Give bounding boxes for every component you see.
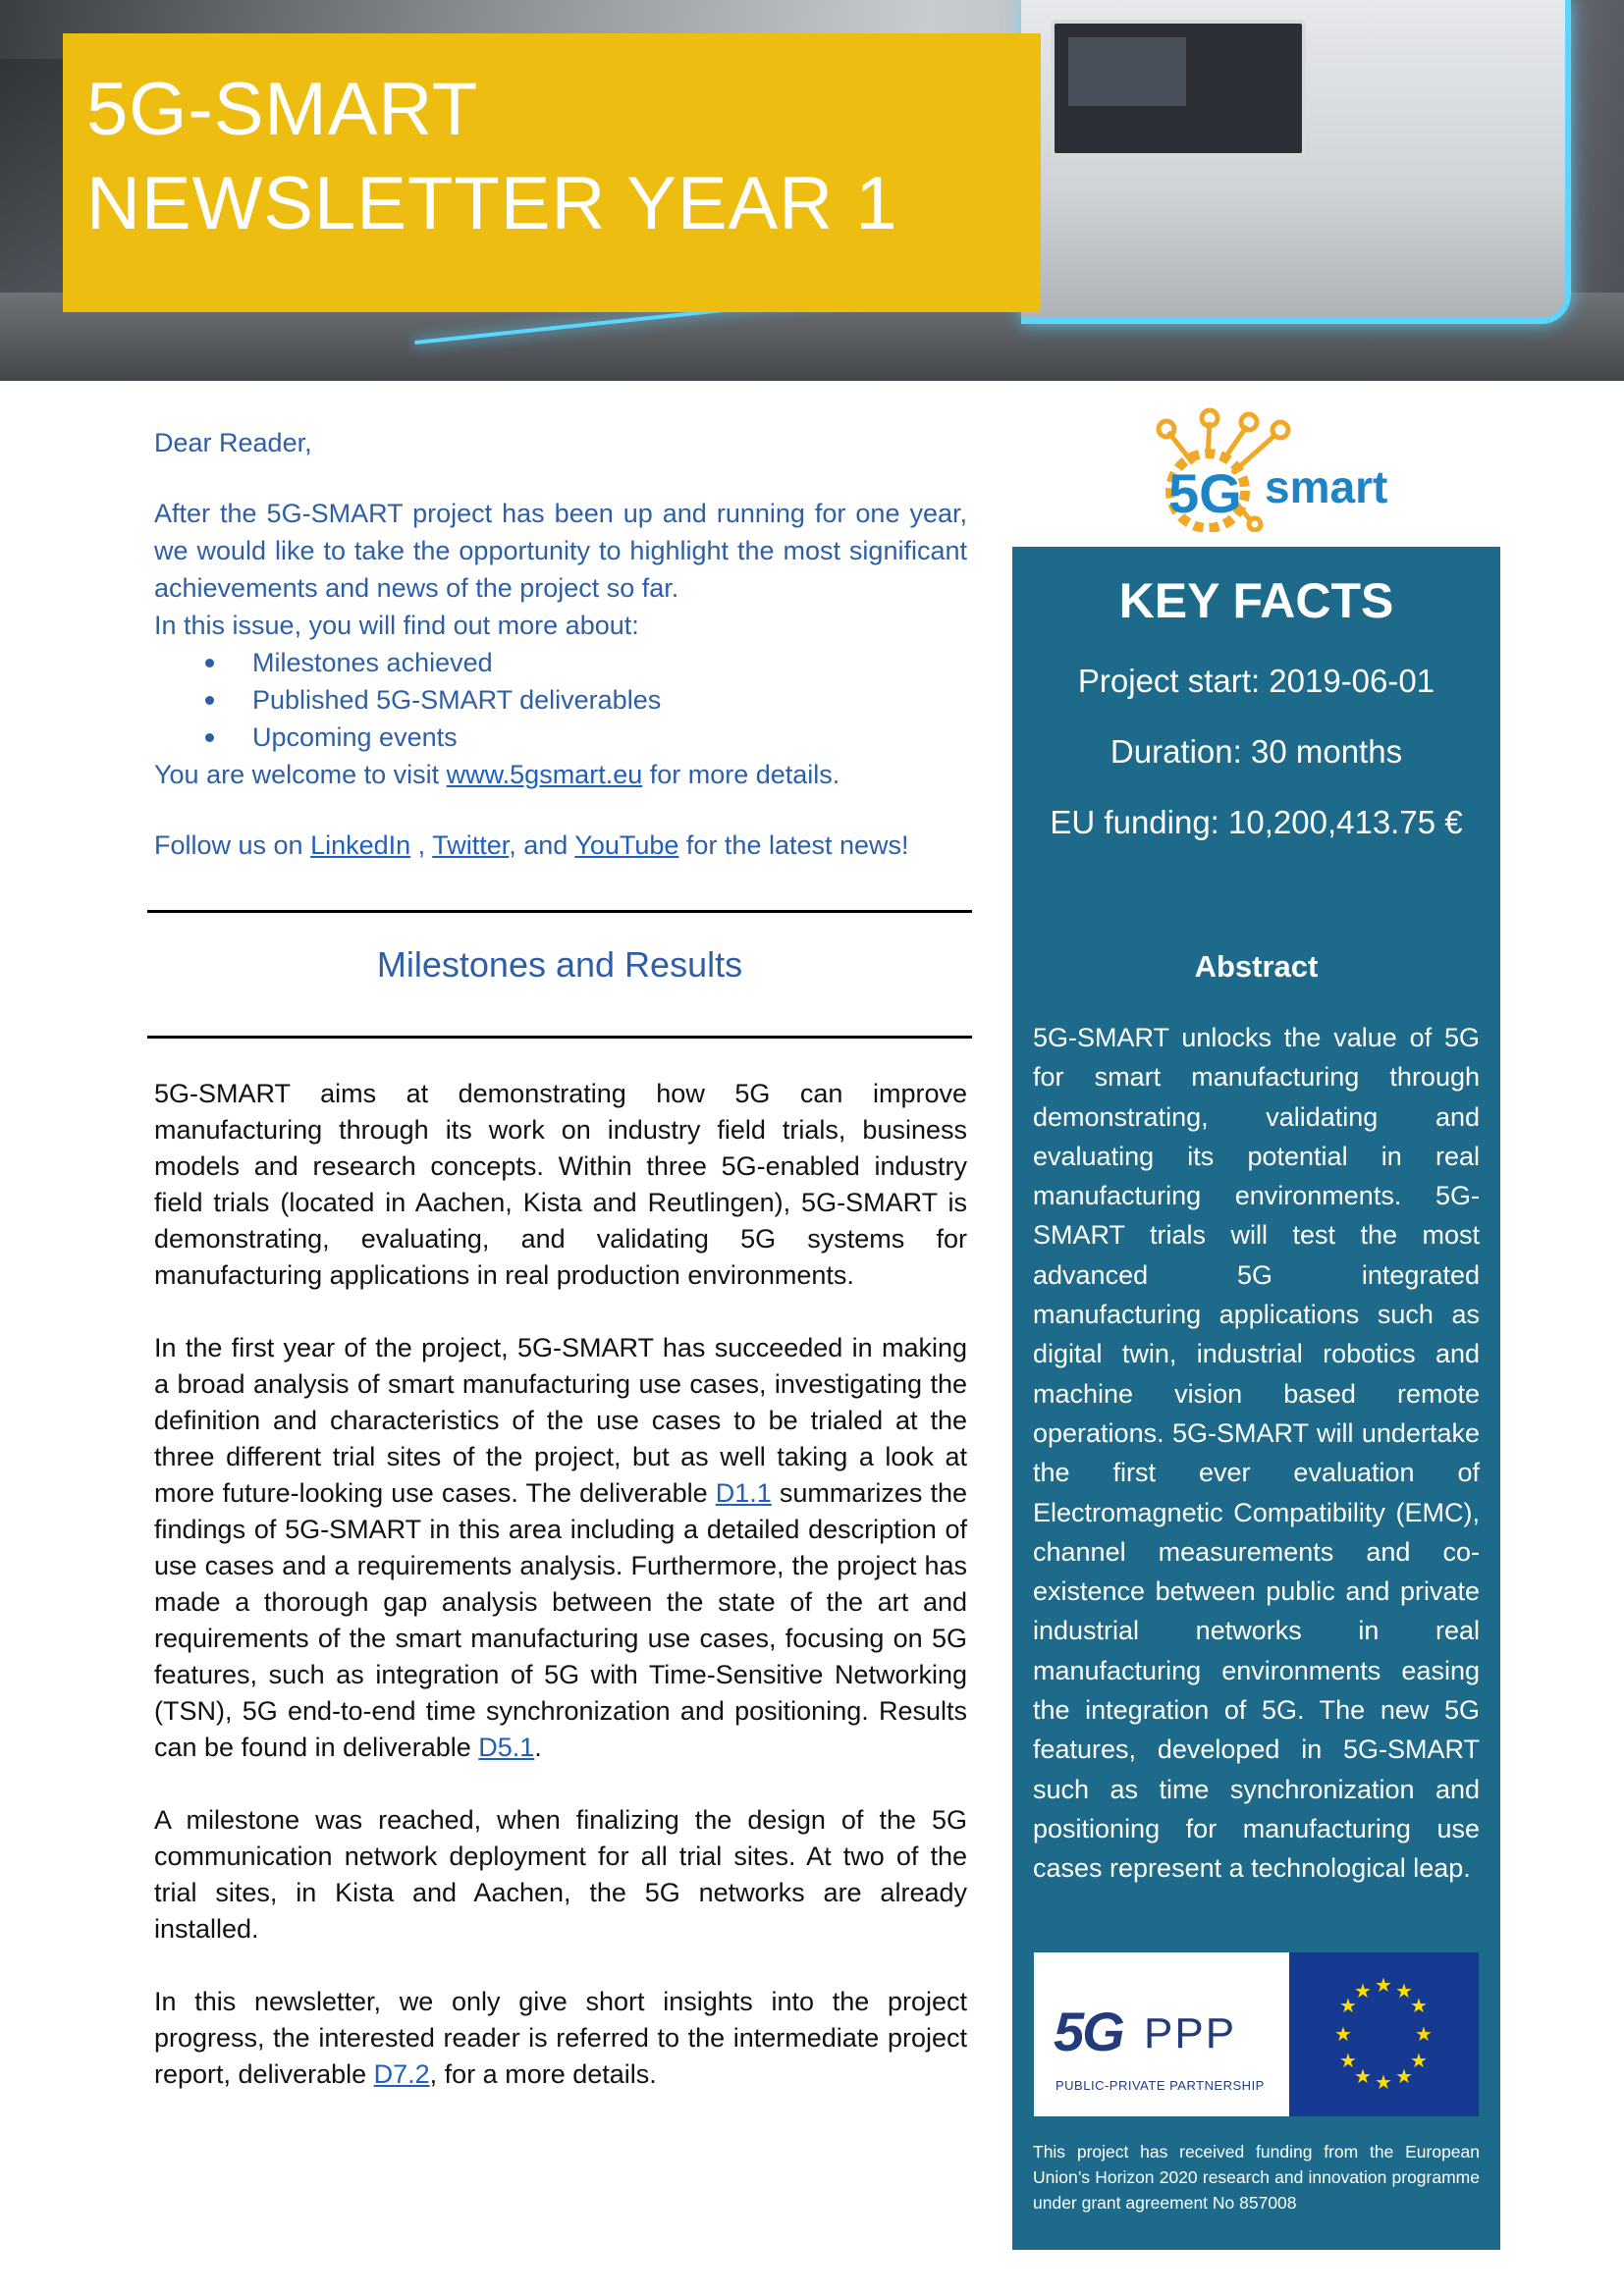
svg-text:★: ★	[1395, 1979, 1413, 2002]
svg-text:★: ★	[1375, 1973, 1392, 1997]
follow-separator-2: , and	[509, 830, 575, 860]
deliverable-d5-1-link[interactable]: D5.1	[478, 1733, 535, 1762]
title-line-2: NEWSLETTER YEAR 1	[86, 162, 898, 245]
svg-text:★: ★	[1339, 2049, 1357, 2072]
logo-text-5g: 5G	[1168, 462, 1242, 524]
visit-prefix: You are welcome to visit	[154, 760, 447, 789]
abstract-title: Abstract	[1194, 949, 1319, 984]
header-banner	[0, 0, 1624, 381]
svg-text:★: ★	[1339, 1994, 1357, 2017]
svg-text:★: ★	[1410, 2049, 1428, 2072]
eu-flag-icon	[1289, 1952, 1479, 2116]
eu-stars-icon	[1289, 1952, 1479, 2116]
milestones-paragraph-2	[154, 1330, 967, 1766]
follow-prefix: Follow us on	[154, 830, 311, 860]
title-line-1: 5G-SMART	[86, 68, 479, 151]
ppp-subtitle: PUBLIC-PRIVATE PARTNERSHIP	[1056, 2078, 1265, 2093]
section-title: Milestones and Results	[376, 944, 743, 985]
eu-funding: EU funding: 10,200,413.75 €	[1050, 804, 1463, 840]
milestones-paragraph-3: A milestone was reached, when finalizing the design of the 5G communication network deployment for all trial sites. At two of the trial sites, in Kista and Aachen, the 5G networks are already installed.	[154, 1805, 967, 1944]
gear-network-icon	[1139, 404, 1394, 532]
abstract-text: 5G-SMART unlocks the value of 5G for smart manufacturing through demonstrating, validating and evaluating its potential in real manufacturing environments. 5G-SMART trials will test the most advanced 5G integrated manufacturing applications such as digital twin, industrial robotics and machine vision based remote operations. 5G-SMART will undertake the first ever evaluation of Electromagnetic Compatibility (EMC), channel measurements and co-existence between public and private industrial networks in real manufacturing environments easing the integration of 5G. The new 5G features, developed in 5G-SMART such as time synchronization and positioning for manufacturing use cases represent a technological leap.	[1033, 1023, 1480, 1884]
5g-smart-logo	[1139, 404, 1394, 532]
p2-text-a: In the first year of the project, 5G-SMART has succeeded in making a broad analysis of smart manufacturing use cases, investigating the definition and characteristics of the use cases to be trialed at the three different trial sites of the project, but as well taking a look at more future-looking use cases. The deliverable	[154, 1333, 967, 1508]
svg-text:★: ★	[1354, 1979, 1372, 2002]
key-facts-panel	[1012, 547, 1500, 2250]
key-facts-title: KEY FACTS	[1118, 573, 1394, 628]
milestones-body	[154, 1076, 967, 2129]
intro-section	[154, 424, 967, 864]
youtube-link[interactable]: YouTube	[574, 830, 679, 860]
project-duration: Duration: 30 months	[1110, 733, 1403, 770]
follow-line	[154, 827, 967, 864]
funding-note: This project has received funding from the European Union’s Horizon 2020 research and innovation programme under grant agreement No 857008	[1033, 2142, 1480, 2213]
svg-text:★: ★	[1415, 2022, 1433, 2046]
list-item: Published 5G-SMART deliverables	[205, 681, 967, 719]
svg-text:★: ★	[1334, 2022, 1352, 2046]
follow-suffix: for the latest news!	[678, 830, 909, 860]
list-intro: In this issue, you will find out more about:	[154, 611, 639, 640]
banner-photo-control-panel	[1051, 20, 1306, 157]
deliverable-d1-1-link[interactable]: D1.1	[715, 1478, 772, 1508]
linkedin-link[interactable]: LinkedIn	[310, 830, 411, 860]
deliverable-d7-2-link[interactable]: D7.2	[373, 2059, 430, 2089]
milestones-paragraph-4	[154, 1984, 967, 2093]
5g-ppp-eu-logos	[1034, 1952, 1479, 2116]
visit-line	[154, 756, 967, 793]
svg-text:★: ★	[1410, 1994, 1428, 2017]
section-divider-top	[147, 910, 972, 913]
svg-text:★: ★	[1375, 2070, 1392, 2094]
greeting: Dear Reader,	[154, 428, 312, 457]
5g-ppp-logo	[1034, 1952, 1289, 2116]
visit-suffix: for more details.	[642, 760, 840, 789]
ppp-5g-text: 5G	[1054, 2001, 1123, 2062]
follow-separator-1: ,	[410, 830, 433, 860]
svg-text:★: ★	[1395, 2064, 1413, 2088]
list-item: Upcoming events	[205, 719, 967, 756]
ppp-text: PPP	[1144, 2009, 1237, 2057]
p4-text-b: , for a more details.	[429, 2059, 657, 2089]
logo-text-smart: smart	[1265, 461, 1388, 512]
p2-text-b: summarizes the findings of 5G-SMART in this area including a detailed description of use cases and a requirements analysis. Furthermore, the project has made a thorough gap analysis between the state of the art and requirements of the smart manufacturing use cases, focusing on 5G features, such as integration of 5G with Time-Sensitive Networking (TSN), 5G end-to-end time synchronization and positioning. Results can be found in deliverable	[154, 1478, 967, 1762]
twitter-link[interactable]: Twitter	[432, 830, 510, 860]
title-box	[63, 33, 1041, 312]
milestones-paragraph-1: 5G-SMART aims at demonstrating how 5G can improve manufacturing through its work on industry field trials, business models and research concepts. Within three 5G-enabled industry field trials (located in Aachen, Kista and Reutlingen), 5G-SMART is demonstrating, evaluating, and validating 5G systems for manufacturing applications in real production environments.	[154, 1079, 967, 1290]
list-item: Milestones achieved	[205, 644, 967, 681]
project-start: Project start: 2019-06-01	[1077, 663, 1435, 699]
intro-paragraph: After the 5G-SMART project has been up and running for one year, we would like to take the opportunity to highlight the most significant achievements and news of the project so far.	[154, 499, 967, 603]
p2-text-c: .	[534, 1733, 542, 1762]
svg-text:★: ★	[1354, 2064, 1372, 2088]
section-divider-bottom	[147, 1036, 972, 1039]
p4-text-a: In this newsletter, we only give short insights into the project progress, the interested reader is referred to the intermediate project report, deliverable	[154, 1987, 967, 2089]
topic-list	[205, 644, 967, 756]
website-link[interactable]: www.5gsmart.eu	[446, 760, 643, 789]
